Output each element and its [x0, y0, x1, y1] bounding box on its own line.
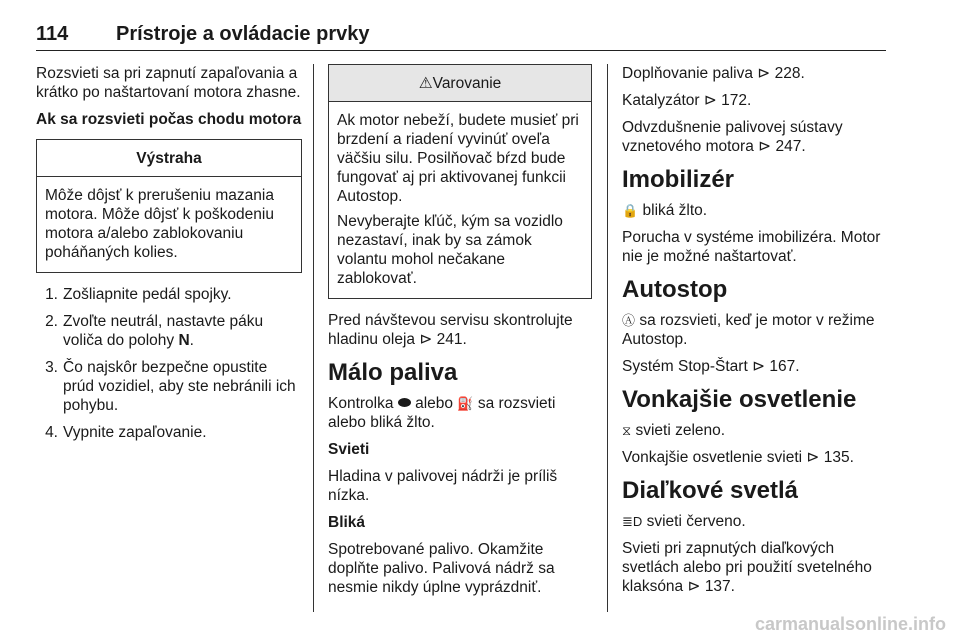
high-beam-ref: Svieti pri zapnutých diaľkových svetlách alebo pri použití svetelného klaksóna ⊳ 137.: [622, 540, 872, 595]
intro-text: Rozsvieti sa pri zapnutí zapaľovania a krátko po naštartovaní motora zhasne.: [36, 65, 301, 101]
warning-icon: ⚠: [418, 75, 433, 92]
fuel-pump-icon: ⛽: [457, 396, 474, 411]
list-item: 2. Zvoľte neutrál, nastavte páku voliča do polohy N.: [45, 313, 264, 349]
column-middle: [328, 64, 592, 605]
ref-arrow-icon: ⊳: [758, 138, 772, 155]
section-heading: Ak sa rozsvieti počas chodu motora: [36, 111, 302, 128]
high-beam-status: ≣D svieti červeno.: [622, 513, 746, 530]
ref-arrow-icon: ⊳: [752, 358, 766, 375]
immobilizer-icon: 🔒: [622, 203, 639, 218]
page-header: [36, 22, 886, 51]
sub-heading-blink: Bliká: [328, 514, 366, 531]
warning-text: Ak motor nebeží, budete musieť pri brzdení a riadení vyvinúť oveľa väčšiu silu. Posilňovač bŕzd bude fungovať aj pri aktivovanej funkcii Autostop.: [337, 112, 579, 205]
fuel-dot-icon: [398, 398, 411, 407]
list-item: 3. Čo najskôr bezpečne opustite prúd vozidiel, aby ste nebránili ich pohybu.: [45, 359, 296, 414]
list-item: 4. Vypnite zapaľovanie.: [45, 424, 207, 441]
ref-arrow-icon: ⊳: [687, 578, 701, 595]
sub-heading-on: Svieti: [328, 441, 370, 458]
warning-box: [328, 64, 592, 299]
ref-arrow-icon: ⊳: [806, 449, 820, 466]
warning-text: Nevyberajte kľúč, kým sa vozidlo nezastaví, inak by sa zámok volantu mohol nečakane zablokovať.: [337, 213, 563, 287]
fuel-blink-text: Spotrebované palivo. Okamžite doplňte palivo. Palivová nádrž sa nesmie nikdy úplne vyprázdniť.: [328, 541, 555, 596]
autostop-heading: Autostop: [622, 276, 728, 303]
exterior-light-icon: ⧖: [622, 423, 632, 438]
caution-box: [36, 139, 302, 273]
page-title: Prístroje a ovládacie prvky: [116, 23, 370, 45]
catalyst-ref: Katalyzátor ⊳ 172.: [622, 92, 752, 109]
fuel-on-text: Hladina v palivovej nádrži je príliš nízka.: [328, 468, 558, 504]
autostop-icon: Ⓐ: [622, 313, 636, 328]
column-divider: [607, 64, 608, 612]
warning-title: ⚠Varovanie: [329, 65, 591, 102]
ref-arrow-icon: ⊳: [757, 65, 771, 82]
service-text: Pred návštevou servisu skontrolujte hladinu oleja ⊳ 241.: [328, 312, 573, 348]
immo-text: Porucha v systéme imobilizéra. Motor nie je možné naštartovať.: [622, 229, 881, 265]
vent-ref: Odvzdušnenie palivovej sústavy vznetového motora ⊳ 247.: [622, 119, 843, 155]
refuel-ref: Doplňovanie paliva ⊳ 228.: [622, 65, 805, 82]
exterior-light-status: ⧖ svieti zeleno.: [622, 422, 726, 439]
high-beam-icon: ≣D: [622, 514, 643, 529]
exterior-light-heading: Vonkajšie osvetlenie: [622, 386, 857, 413]
watermark: carmanualsonline.info: [754, 614, 946, 634]
page-number: 114: [36, 23, 69, 45]
fuel-heading: Málo paliva: [328, 359, 458, 386]
autostop-ref: Systém Stop-Štart ⊳ 167.: [622, 358, 800, 375]
high-beam-heading: Diaľkové svetlá: [622, 477, 799, 504]
caution-title: Výstraha: [37, 140, 301, 177]
column-divider: [313, 64, 314, 612]
immo-status: 🔒 bliká žlto.: [622, 202, 708, 219]
exterior-light-ref: Vonkajšie osvetlenie svieti ⊳ 135.: [622, 449, 854, 466]
caution-text: Môže dôjsť k prerušeniu mazania motora. Môže dôjsť k poškodeniu motora a/alebo zablokovaniu poháňaných kolies.: [45, 187, 274, 261]
list-item: 1. Zošliapnite pedál spojky.: [45, 286, 232, 303]
steps-list: [36, 285, 302, 442]
column-left: [36, 64, 302, 450]
fuel-text: Kontrolka alebo ⛽ sa rozsvieti alebo bliká žlto.: [328, 395, 556, 431]
ref-arrow-icon: ⊳: [703, 92, 717, 109]
ref-arrow-icon: ⊳: [419, 331, 433, 348]
column-right: [622, 64, 888, 604]
autostop-status: Ⓐ sa rozsvieti, keď je motor v režime Autostop.: [622, 312, 875, 348]
immo-heading: Imobilizér: [622, 166, 735, 193]
